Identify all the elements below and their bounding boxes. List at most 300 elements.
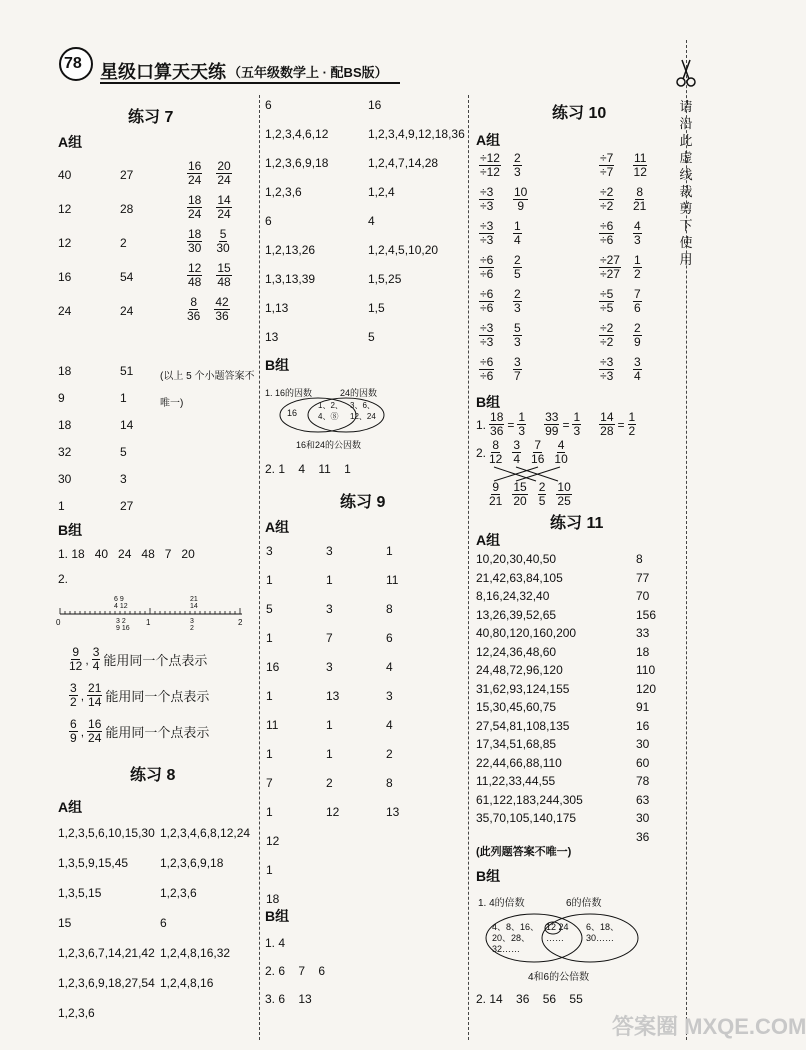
divide-op bbox=[479, 254, 494, 281]
fraction-denominator: 3 bbox=[514, 335, 521, 349]
exercise-11-title: 练习 11 bbox=[550, 515, 604, 532]
fraction bbox=[187, 228, 202, 255]
fraction-denominator: 30 bbox=[188, 241, 202, 255]
multiples-list: 24,48,72,96,120 bbox=[476, 663, 563, 677]
fraction-group bbox=[184, 194, 235, 221]
answer-cell: 3 bbox=[266, 544, 273, 558]
answer-cell: 1 bbox=[326, 718, 333, 732]
answer-cell: 16 bbox=[266, 660, 280, 674]
fraction bbox=[69, 718, 78, 745]
answer-cell: 110 bbox=[636, 663, 656, 677]
multiples-list: 12,24,36,48,60 bbox=[476, 644, 557, 659]
fraction bbox=[633, 288, 642, 315]
nl-bot-5: 16 bbox=[121, 625, 130, 632]
fraction bbox=[216, 194, 231, 221]
factor-list: 1,13 bbox=[265, 301, 289, 315]
fraction bbox=[187, 160, 202, 187]
fraction-numerator: 6 bbox=[70, 717, 77, 731]
answer-cell: 14 bbox=[120, 418, 134, 432]
fraction-numerator: 20 bbox=[217, 159, 231, 173]
fraction-denominator: 5 bbox=[514, 267, 521, 281]
venn-2-l3: 32…… bbox=[492, 944, 521, 954]
fraction-denominator: 36 bbox=[187, 309, 201, 323]
fraction bbox=[513, 152, 522, 179]
divide-op-numerator: ÷3 bbox=[480, 321, 494, 335]
group-b-label-c3-2: B组 bbox=[476, 868, 501, 884]
multiples-list: 10,20,30,40,50 bbox=[476, 552, 557, 566]
multiples-list: 40,80,120,160,200 bbox=[476, 626, 577, 640]
fraction-numerator: 21 bbox=[88, 681, 102, 695]
comma: , bbox=[80, 688, 85, 703]
factor-list: 1,2,13,26 bbox=[265, 243, 316, 257]
answer-cell: 4 bbox=[386, 660, 393, 674]
divide-op-denominator: ÷3 bbox=[600, 369, 614, 383]
factor-list: 1,2,4 bbox=[368, 185, 395, 199]
answer-cell: 63 bbox=[636, 792, 650, 807]
answer-cell: 2 bbox=[386, 747, 393, 761]
multiples-list: 8,16,24,32,40 bbox=[476, 589, 550, 603]
answer-cell: 16 bbox=[636, 718, 650, 733]
fraction-pair-row bbox=[66, 682, 209, 709]
fraction-group bbox=[184, 228, 233, 255]
note-text: (以上 5 个小题答案不 bbox=[160, 371, 255, 382]
multiples-list: 22,44,66,88,110 bbox=[476, 755, 562, 770]
b2-top-fractions bbox=[486, 439, 571, 466]
answer-cell: 1 bbox=[386, 544, 393, 558]
answer-cell: 2 bbox=[120, 236, 127, 250]
comma: , bbox=[85, 652, 89, 667]
b1-d4: 3 bbox=[573, 424, 581, 438]
fraction bbox=[513, 220, 522, 247]
factor-list: 1,2,3,4,6,12 bbox=[265, 127, 329, 141]
fraction-numerator: 5 bbox=[219, 227, 227, 241]
answer-cell: 8 bbox=[386, 602, 393, 616]
divide-op-numerator: ÷3 bbox=[480, 219, 494, 233]
divide-op bbox=[599, 254, 621, 281]
factor-list: 1,2,3,4,6,8,12,24 bbox=[160, 826, 251, 840]
divide-op bbox=[479, 152, 501, 179]
group-b-label-c2: B组 bbox=[265, 357, 290, 373]
factor-list: 5 bbox=[368, 330, 375, 344]
fraction-denominator: 2 bbox=[70, 695, 77, 709]
answer-cell: 1 bbox=[266, 631, 273, 645]
fraction-numerator: 14 bbox=[217, 193, 231, 207]
divide-op-numerator: ÷6 bbox=[480, 253, 494, 267]
divide-op-numerator: ÷6 bbox=[480, 287, 494, 301]
fraction bbox=[633, 220, 642, 247]
nl-top-2: 9 bbox=[119, 596, 124, 603]
divide-op-denominator: ÷6 bbox=[480, 369, 494, 383]
divide-op-denominator: ÷7 bbox=[600, 165, 614, 179]
divide-op bbox=[599, 356, 614, 383]
venn-1-mid-1: 1、2、 bbox=[318, 401, 343, 410]
factor-list: 1,5 bbox=[368, 301, 385, 315]
page-number: 78 bbox=[64, 55, 82, 72]
venn-2-label: 1. 4的倍数 bbox=[478, 898, 525, 909]
answer-cell: 30 bbox=[58, 472, 72, 486]
factor-list: 1,2,4,7,14,28 bbox=[368, 156, 439, 170]
divide-op-denominator: ÷12 bbox=[480, 165, 500, 179]
b1-n5: 14 bbox=[600, 410, 614, 424]
answer-cell: 78 bbox=[636, 774, 650, 788]
factor-list: 1,5,25 bbox=[368, 272, 402, 286]
answer-line: 1. 4 bbox=[265, 936, 286, 950]
answer-cell: 77 bbox=[636, 570, 650, 585]
answer-cell: 70 bbox=[636, 589, 650, 603]
watermark: 答案圈 MXQE.COM bbox=[612, 1014, 806, 1039]
fraction bbox=[216, 160, 231, 187]
factor-list: 1,2,3,6,9,18,27,54 bbox=[58, 976, 155, 990]
divide-op-numerator: ÷5 bbox=[600, 287, 614, 301]
answer-cell: 2 bbox=[326, 776, 333, 790]
nl-bot-2: 2 bbox=[121, 618, 126, 625]
b1-d2: 3 bbox=[518, 424, 526, 438]
fraction bbox=[512, 439, 521, 466]
comma: , bbox=[80, 724, 85, 739]
note-text-2: 唯一) bbox=[160, 398, 184, 409]
factor-list: 1,2,4,5,10,20 bbox=[368, 243, 439, 257]
fraction-denominator: 12 bbox=[489, 452, 503, 466]
fraction-numerator: 3 bbox=[634, 355, 641, 369]
answer-cell: 54 bbox=[120, 270, 134, 284]
group-a-label-c2: A组 bbox=[265, 519, 290, 535]
answer-cell: 32 bbox=[58, 445, 72, 459]
fraction-numerator: 3 bbox=[92, 645, 100, 659]
answer-cell: 3 bbox=[326, 660, 333, 674]
fraction-denominator: 4 bbox=[514, 233, 521, 247]
answer-cell: 6 bbox=[386, 631, 393, 645]
fraction-pair-row bbox=[66, 646, 207, 673]
divide-op-denominator: ÷6 bbox=[600, 233, 614, 247]
fraction-denominator: 4 bbox=[634, 369, 641, 383]
fraction bbox=[69, 646, 82, 673]
fraction-numerator: 4 bbox=[557, 438, 565, 452]
answer-cell: 91 bbox=[636, 700, 650, 714]
answer-cell: 7 bbox=[266, 776, 273, 790]
answer-cell: 27 bbox=[120, 168, 134, 182]
fraction-numerator: 2 bbox=[514, 151, 521, 165]
answer-cell: 120 bbox=[636, 681, 657, 696]
answer-cell: 24 bbox=[58, 304, 72, 318]
fraction-denominator: 9 bbox=[70, 731, 77, 745]
fraction bbox=[538, 481, 547, 508]
answer-cell: 8 bbox=[386, 776, 393, 790]
fraction-denominator: 24 bbox=[188, 207, 202, 221]
divide-op-denominator: ÷2 bbox=[600, 199, 614, 213]
number-line-zero: 0 bbox=[56, 618, 61, 627]
answer-line: 2. 6 7 6 bbox=[265, 964, 326, 978]
answer-cell: 18 bbox=[266, 892, 280, 906]
divide-op-denominator: ÷6 bbox=[480, 301, 494, 315]
fraction-denominator: 24 bbox=[217, 207, 231, 221]
answer-cell: 12 bbox=[326, 805, 340, 819]
fraction-numerator: 1 bbox=[634, 253, 641, 267]
column-divider-2 bbox=[468, 95, 469, 1040]
venn-2-left bbox=[492, 922, 539, 955]
venn-2-r2: 30…… bbox=[586, 933, 615, 943]
group-a-label-c3-2: A组 bbox=[476, 532, 501, 548]
divide-op-numerator: ÷6 bbox=[600, 219, 614, 233]
fraction-denominator: 3 bbox=[514, 301, 521, 315]
nl-top-5: 4 bbox=[114, 603, 118, 610]
fraction-denominator: 4 bbox=[513, 452, 521, 466]
answer-cell: 24 bbox=[120, 304, 134, 318]
fraction-numerator: 15 bbox=[513, 480, 527, 494]
fraction bbox=[512, 481, 527, 508]
divide-op-numerator: ÷3 bbox=[480, 185, 494, 199]
divide-op-numerator: ÷3 bbox=[600, 355, 614, 369]
answer-cell: 27 bbox=[120, 499, 134, 513]
pair-text: 能用同一个点表示 bbox=[105, 689, 210, 704]
fraction-numerator: 10 bbox=[557, 480, 571, 494]
fraction-numerator: 7 bbox=[534, 438, 542, 452]
venn-2-middle bbox=[546, 922, 569, 944]
venn-2-mid2: 24 bbox=[558, 922, 569, 932]
factor-list: 1,2,3,6,9,18 bbox=[160, 856, 224, 870]
fraction-numerator: 7 bbox=[634, 287, 641, 301]
answer-cell: 18 bbox=[58, 418, 72, 432]
fraction-numerator: 18 bbox=[188, 227, 202, 241]
scissors-icon bbox=[674, 58, 698, 88]
fraction bbox=[214, 296, 229, 323]
fraction-numerator: 9 bbox=[492, 480, 500, 494]
fraction bbox=[556, 481, 571, 508]
answer-cell: 11 bbox=[266, 718, 279, 732]
fraction bbox=[513, 186, 528, 213]
fraction-group bbox=[184, 262, 235, 289]
b1-n6: 1 bbox=[628, 410, 636, 424]
venn-2-l1: 4、8、16、 bbox=[492, 922, 540, 932]
c2-b2-answers: 2. 1 4 11 1 bbox=[265, 462, 351, 476]
answer-cell: 16 bbox=[58, 270, 72, 284]
factor-list: 6 bbox=[160, 916, 167, 930]
fraction-denominator: 30 bbox=[216, 241, 230, 255]
nl-bot-6: 9 bbox=[116, 625, 120, 632]
answer-cell: 40 bbox=[58, 168, 72, 182]
divide-op-numerator: ÷12 bbox=[480, 151, 500, 165]
divide-op-denominator: ÷3 bbox=[480, 233, 494, 247]
fraction bbox=[489, 481, 502, 508]
factor-list: 1,2,3,4,9,12,18,36 bbox=[368, 127, 465, 141]
b1-frac-6 bbox=[628, 411, 637, 438]
venn-2-label-2: 6的倍数 bbox=[566, 898, 602, 909]
factor-list: 1,2,3,6,9,18 bbox=[265, 156, 329, 170]
fraction bbox=[633, 186, 646, 213]
answer-cell: 3 bbox=[120, 472, 127, 486]
cut-note-char: 用 bbox=[679, 252, 693, 267]
fraction-denominator: 36 bbox=[215, 309, 229, 323]
fraction-denominator: 21 bbox=[633, 199, 647, 213]
factor-list: 1,2,3,6 bbox=[58, 1006, 95, 1020]
fraction-denominator: 3 bbox=[514, 165, 521, 179]
divide-op bbox=[599, 152, 614, 179]
fraction bbox=[513, 254, 522, 281]
c3-b2-answers: 2. 14 36 56 55 bbox=[476, 992, 583, 1006]
venn-2-r1: 6、18、 bbox=[586, 922, 620, 932]
venn-2-right bbox=[586, 922, 619, 944]
cut-note-char: 线 bbox=[679, 167, 693, 182]
b1-n2: 1 bbox=[518, 410, 526, 424]
divide-op-denominator: ÷5 bbox=[600, 301, 614, 315]
multiples-list: 61,122,183,244,305 bbox=[476, 792, 583, 807]
divide-op-numerator: ÷2 bbox=[600, 321, 614, 335]
eq-sign: = bbox=[562, 417, 570, 432]
number-line-top-labels bbox=[114, 596, 128, 610]
fraction-numerator: 15 bbox=[217, 261, 231, 275]
answer-cell: 1 bbox=[326, 747, 333, 761]
factor-list: 1,2,3,6 bbox=[160, 886, 197, 900]
venn-2-mid1: 12 bbox=[546, 922, 557, 932]
answer-cell: 1 bbox=[266, 689, 273, 703]
multiples-list: 11,22,33,44,55 bbox=[476, 774, 556, 788]
fraction-denominator: 24 bbox=[217, 173, 231, 187]
eq-sign: = bbox=[507, 417, 515, 432]
b1-d1: 36 bbox=[490, 424, 504, 438]
venn-1-left: 16 bbox=[287, 408, 298, 418]
venn-2-mid3: …… bbox=[546, 933, 564, 943]
b1-d6: 2 bbox=[628, 424, 636, 438]
fraction-numerator: 2 bbox=[514, 287, 521, 301]
pair-text: 能用同一个点表示 bbox=[105, 725, 210, 740]
answer-cell: 1 bbox=[266, 805, 273, 819]
fraction-denominator: 14 bbox=[88, 695, 102, 709]
b1-frac-1 bbox=[489, 411, 504, 438]
group-b-label-c3: B组 bbox=[476, 394, 501, 410]
answer-cell: 5 bbox=[120, 445, 127, 459]
fraction-numerator: 42 bbox=[215, 295, 229, 309]
divide-op-denominator: ÷3 bbox=[480, 335, 494, 349]
answer-cell: 51 bbox=[120, 364, 134, 378]
nl-top-3: 21 bbox=[190, 596, 198, 603]
fraction bbox=[187, 262, 202, 289]
divide-op-denominator: ÷2 bbox=[600, 335, 614, 349]
fraction-denominator: 24 bbox=[88, 731, 102, 745]
nl-top-7: 14 bbox=[190, 603, 198, 610]
factor-list: 1,3,13,39 bbox=[265, 272, 316, 286]
book-title: 星级口算天天练 bbox=[100, 62, 226, 82]
fraction-denominator: 24 bbox=[188, 173, 202, 187]
number-line-top-labels-2 bbox=[190, 596, 198, 610]
cut-note-char: 下 bbox=[679, 218, 693, 233]
b1-frac-5 bbox=[599, 411, 614, 438]
fraction-denominator: 3 bbox=[634, 233, 641, 247]
fraction-denominator: 5 bbox=[538, 494, 546, 508]
fraction bbox=[633, 254, 642, 281]
fraction-group bbox=[184, 296, 233, 323]
multiples-list: 27,54,81,108,135 bbox=[476, 718, 570, 733]
fraction bbox=[69, 682, 78, 709]
fraction-denominator: 6 bbox=[634, 301, 641, 315]
fraction-numerator: 2 bbox=[538, 480, 546, 494]
venn-2-caption: 4和6的公倍数 bbox=[528, 972, 590, 983]
divide-op-denominator: ÷6 bbox=[480, 267, 494, 281]
factor-list: 1,2,3,5,6,10,15,30 bbox=[58, 826, 155, 840]
fraction bbox=[489, 439, 502, 466]
venn-1-middle bbox=[318, 400, 343, 422]
fraction-group bbox=[184, 160, 235, 187]
fraction bbox=[216, 228, 229, 255]
divide-op bbox=[479, 220, 494, 247]
fraction-denominator: 9 bbox=[517, 199, 525, 213]
cut-note-char: 剪 bbox=[679, 201, 693, 216]
multiples-list: 21,42,63,84,105 bbox=[476, 570, 563, 585]
divide-op-numerator: ÷27 bbox=[600, 253, 620, 267]
factor-list: 1,3,5,9,15,45 bbox=[58, 856, 129, 870]
divide-op bbox=[479, 288, 494, 315]
factor-list: 1,2,4,8,16,32 bbox=[160, 946, 231, 960]
exercise-7-title: 练习 7 bbox=[128, 109, 174, 126]
b1-n1: 18 bbox=[490, 410, 504, 424]
fraction bbox=[513, 288, 522, 315]
fraction-numerator: 1 bbox=[514, 219, 521, 233]
answer-cell: 3 bbox=[386, 689, 393, 703]
answer-cell: 1 bbox=[266, 863, 273, 877]
factor-list: 6 bbox=[265, 214, 272, 228]
fraction bbox=[87, 682, 102, 709]
fraction-numerator: 4 bbox=[634, 219, 641, 233]
answer-cell: 9 bbox=[58, 391, 65, 405]
venn-1-right-1: 3、6、 bbox=[350, 401, 375, 410]
fraction-denominator: 21 bbox=[489, 494, 503, 508]
b2-label: 2. bbox=[58, 572, 69, 586]
fraction-numerator: 2 bbox=[634, 321, 641, 335]
answer-cell: 1 bbox=[266, 747, 273, 761]
nl-bot-7: 3 bbox=[190, 618, 194, 625]
fraction bbox=[92, 646, 101, 673]
c3-b1-label: 1. bbox=[476, 417, 487, 432]
factor-list: 4 bbox=[368, 214, 375, 228]
factor-list: 1,2,4,8,16 bbox=[160, 976, 214, 990]
b1-frac-4 bbox=[572, 411, 581, 438]
answer-cell: 12 bbox=[58, 202, 72, 216]
fraction bbox=[187, 296, 200, 323]
venn-2-l2: 20、28、 bbox=[492, 933, 531, 943]
multiples-list: 15,30,45,60,75 bbox=[476, 700, 557, 714]
answer-cell: 1 bbox=[58, 499, 65, 513]
venn-1-mid-2: 4、⑧ bbox=[318, 412, 339, 421]
divide-op bbox=[479, 356, 494, 383]
eq-sign: = bbox=[617, 417, 625, 432]
multiples-list: 35,70,105,140,175 bbox=[476, 811, 577, 825]
answer-cell: 12 bbox=[266, 834, 280, 848]
answer-cell: 30 bbox=[636, 811, 650, 825]
answer-cell: 1 bbox=[266, 573, 273, 587]
divide-op-numerator: ÷6 bbox=[480, 355, 494, 369]
fraction bbox=[513, 356, 522, 383]
fraction bbox=[513, 322, 522, 349]
b1-answers: 1. 18 40 24 48 7 20 bbox=[58, 547, 195, 561]
answer-cell: 7 bbox=[326, 631, 333, 645]
cut-note-char: 裁 bbox=[679, 184, 693, 199]
exercise-8-title: 练习 8 bbox=[130, 767, 176, 784]
venn-1-caption: 16和24的公因数 bbox=[296, 440, 362, 450]
answer-cell: 1 bbox=[326, 573, 333, 587]
answer-cell: 13 bbox=[386, 805, 400, 819]
venn-1-label: 1. 16的因数 bbox=[265, 388, 313, 398]
fraction-pair-row bbox=[66, 718, 209, 745]
divide-op bbox=[599, 186, 614, 213]
fraction bbox=[633, 356, 642, 383]
cut-note-char: 沿 bbox=[679, 116, 693, 131]
fraction-numerator: 8 bbox=[492, 438, 500, 452]
fraction-numerator: 8 bbox=[636, 185, 644, 199]
divide-op-numerator: ÷7 bbox=[600, 151, 614, 165]
fraction-denominator: 2 bbox=[634, 267, 641, 281]
cut-note-char: 使 bbox=[679, 235, 693, 250]
answer-cell: 18 bbox=[636, 644, 650, 659]
nl-bot-1: 3 bbox=[116, 618, 120, 625]
fraction bbox=[633, 322, 642, 349]
